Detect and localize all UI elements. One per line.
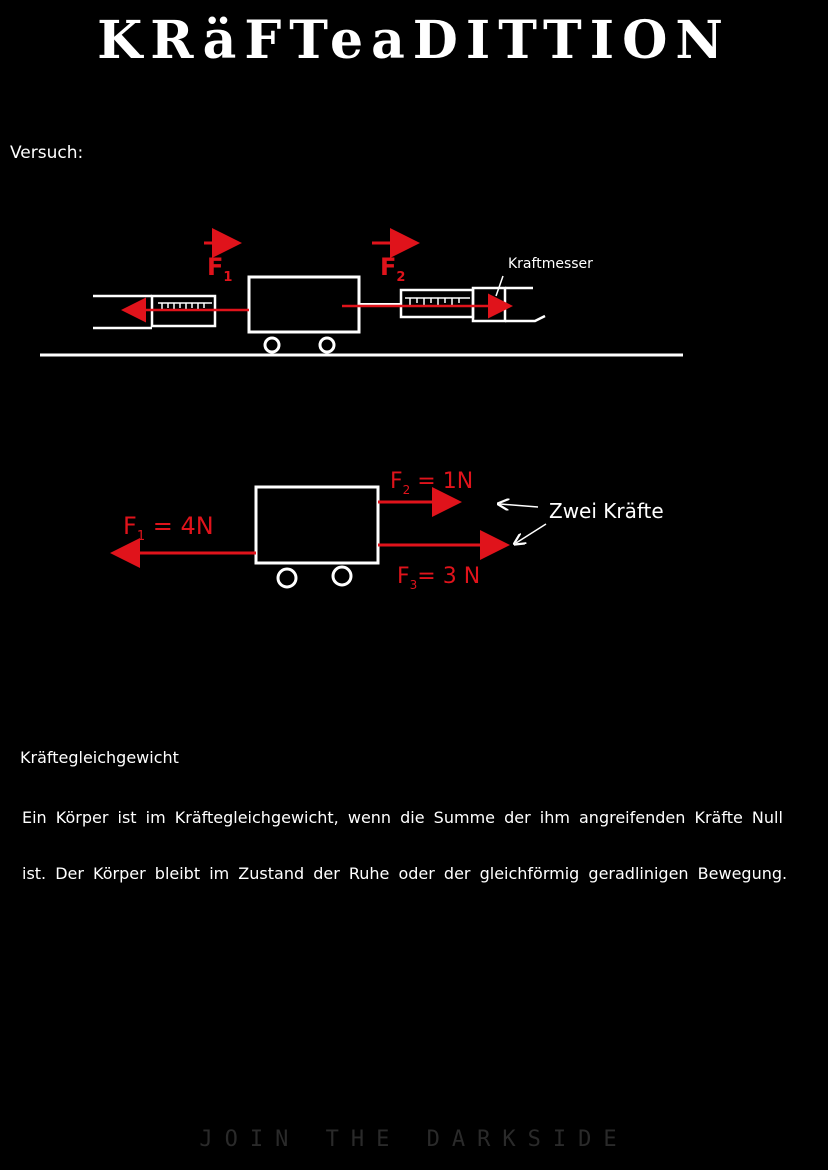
cart-wheel (278, 569, 296, 587)
left-spring-scale (93, 296, 249, 328)
force-diagram (116, 469, 664, 592)
section-heading: Kräftegleichgewicht (20, 748, 179, 767)
force1-label: $F_1$ (207, 253, 233, 285)
zwei-kraefte-label: Zwei Kräfte (549, 499, 664, 523)
cart-wheel (333, 567, 351, 585)
f2-label: $F_2 = 1N$ (390, 469, 474, 497)
force2-label: $F_2$ (380, 253, 406, 285)
f3-label: $F_3= 3$ N (397, 564, 481, 592)
cart-wheel (265, 338, 279, 352)
cart-body (256, 487, 378, 563)
experiment-setup (40, 243, 683, 355)
section-paragraph: Ein Körper ist im Kräftegleichgewicht, wenn die Summe der ihm angreifenden Kräfte Null ist. Der Körper bleibt im Zustand der Ruhe oder der gleichförmig geradlinigen Bewegung. (22, 808, 788, 883)
page-title: KRäFTeaDITTION (97, 10, 731, 71)
versuch-label: Versuch: (10, 143, 84, 163)
cart-wheel (320, 338, 334, 352)
f1-label: $F_1 = 4N$ (123, 512, 214, 544)
right-spring-scale (359, 288, 545, 321)
zwei-kraefte-pointer (516, 524, 546, 543)
kraftmesser-label: Kraftmesser (508, 256, 593, 272)
cart-body (249, 277, 359, 332)
zwei-kraefte-pointer (500, 504, 538, 507)
kraftmesser-pointer (496, 276, 503, 296)
watermark: JOIN THE DARKSIDE (199, 1127, 629, 1152)
